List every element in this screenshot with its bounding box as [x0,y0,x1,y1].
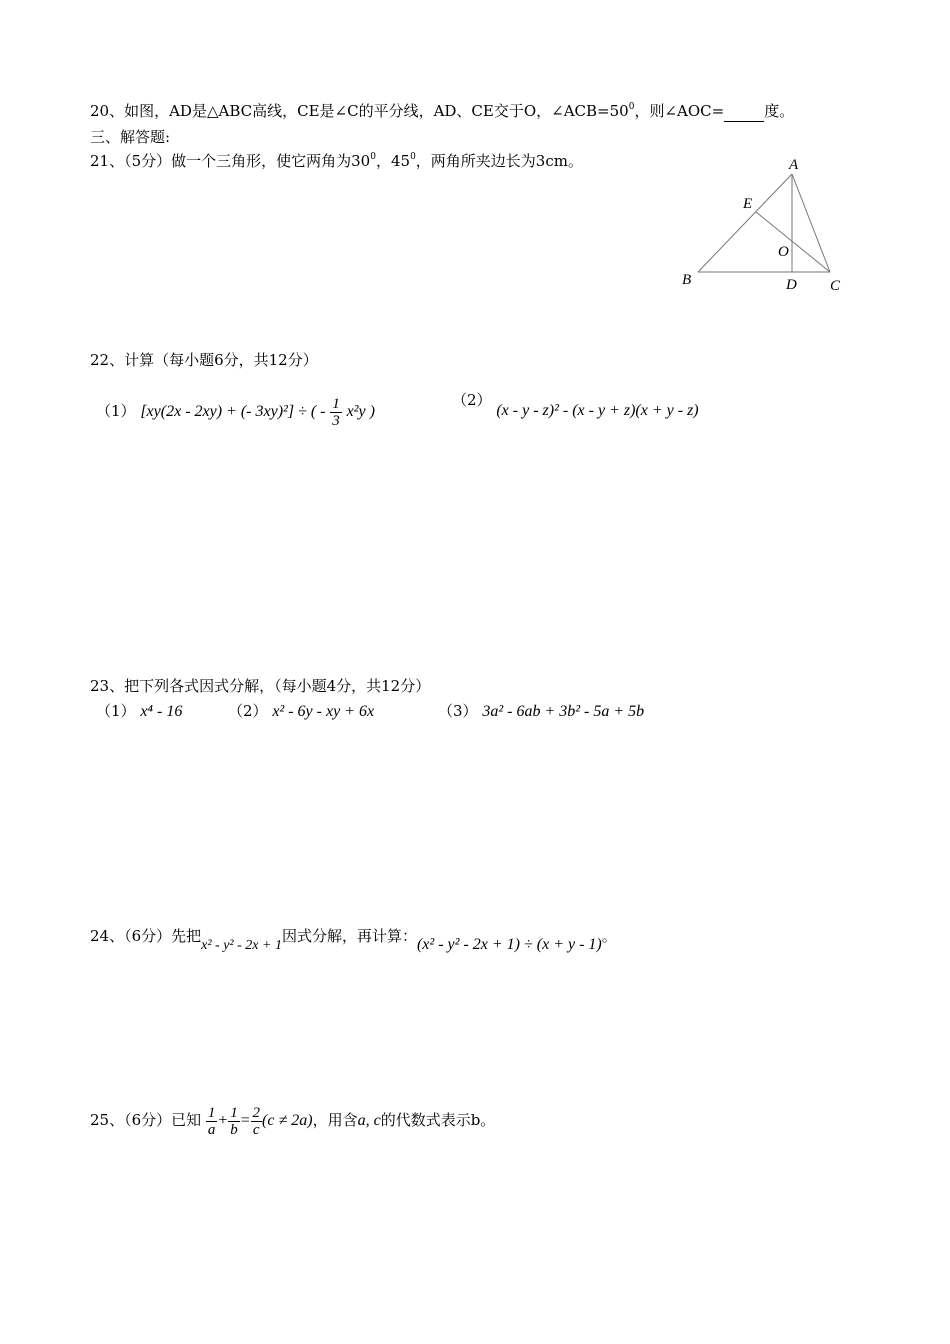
question-24-text-b: 因式分解，再计算： [281,927,417,945]
fraction [330,396,342,429]
degree-superscript: 0 [628,102,635,112]
question-20-mid: ，则∠AOC= [634,102,725,120]
expression: (x - y - z)² - (x - y + z)(x + y - z) [496,402,699,419]
label-a: A [789,157,799,173]
question-22-title: 22、计算（每小题6分，共12分） [90,351,318,369]
question-23-title: 23、把下列各式因式分解，（每小题4分，共12分） [90,677,431,695]
expression-tail: x²y ) [346,403,375,420]
question-20 [90,101,794,122]
fraction-numerator: 1 [207,1104,216,1121]
question-21-text-a: 21、（5分）做一个三角形，使它两角为30 [90,152,371,170]
answer-blank[interactable] [724,101,764,122]
part-label: （2） [228,702,268,720]
question-20-tail: 度。 [764,102,795,120]
fraction-denominator: a [207,1121,216,1138]
fraction [251,1105,263,1138]
side-ac [792,174,830,272]
part-label: （3） [438,702,478,720]
expression: x² - 6y - xy + 6x [272,703,375,720]
question-23-part-2 [228,701,374,722]
degree-superscript: 0 [410,152,416,162]
question-25 [90,1100,495,1141]
label-c: C [830,278,841,294]
fraction [228,1105,240,1138]
section-heading: 三、解答题: [90,128,171,146]
equals-sign: = [239,1112,251,1129]
fraction-denominator: 3 [332,412,340,429]
expression: x² - y² - 2x + 1 [201,938,282,953]
variables: a, c [357,1112,381,1129]
part-label: （2） [452,391,492,409]
label-e: E [743,196,753,212]
question-21-text-b: ，45 [375,152,411,170]
question-24-text-a: 24、（6分）先把 [90,927,202,945]
fraction [206,1105,218,1138]
fraction-denominator: c [252,1121,260,1138]
question-21-text-c: ，两角所夹边长为3cm。 [415,152,583,170]
plus-sign: + [217,1112,229,1129]
expression: 3a² - 6ab + 3b² - 5a + 5b [482,703,645,720]
question-22-part-1 [96,392,375,431]
label-o: O [778,244,789,260]
fraction-denominator: b [230,1121,238,1138]
question-25-text-c: 的代数式表示b。 [380,1111,496,1129]
question-24 [90,926,617,953]
question-24-text-c: 。 [601,927,617,945]
fraction-numerator: 1 [230,1104,238,1121]
label-d: D [786,277,797,293]
question-23-part-3 [438,701,644,722]
question-23-part-1 [96,701,182,722]
question-20-text: 20、如图，AD是△ABC高线，CE是∠C的平分线，AD、CE交于O，∠ACB=50 [90,102,629,120]
expression: (x² - y² - 2x + 1) ÷ (x + y - 1) [416,936,602,953]
question-22-part-2 [452,390,699,419]
question-21 [90,151,583,171]
expression: x⁴ - 16 [140,703,183,720]
fraction-numerator: 1 [332,395,340,412]
condition: (c ≠ 2a) [262,1112,313,1129]
fraction-numerator: 2 [252,1104,261,1121]
question-25-text-a: 25、（6分）已知 [90,1111,202,1129]
label-b: B [682,272,692,288]
degree-superscript: 0 [370,152,376,162]
expression: [xy(2x - 2xy) + (- 3xy)²] ÷ ( - [140,403,326,420]
part-label: （1） [96,702,136,720]
part-label: （1） [96,402,136,420]
triangle-figure [676,150,876,300]
question-25-text-b: ，用含 [312,1111,358,1129]
